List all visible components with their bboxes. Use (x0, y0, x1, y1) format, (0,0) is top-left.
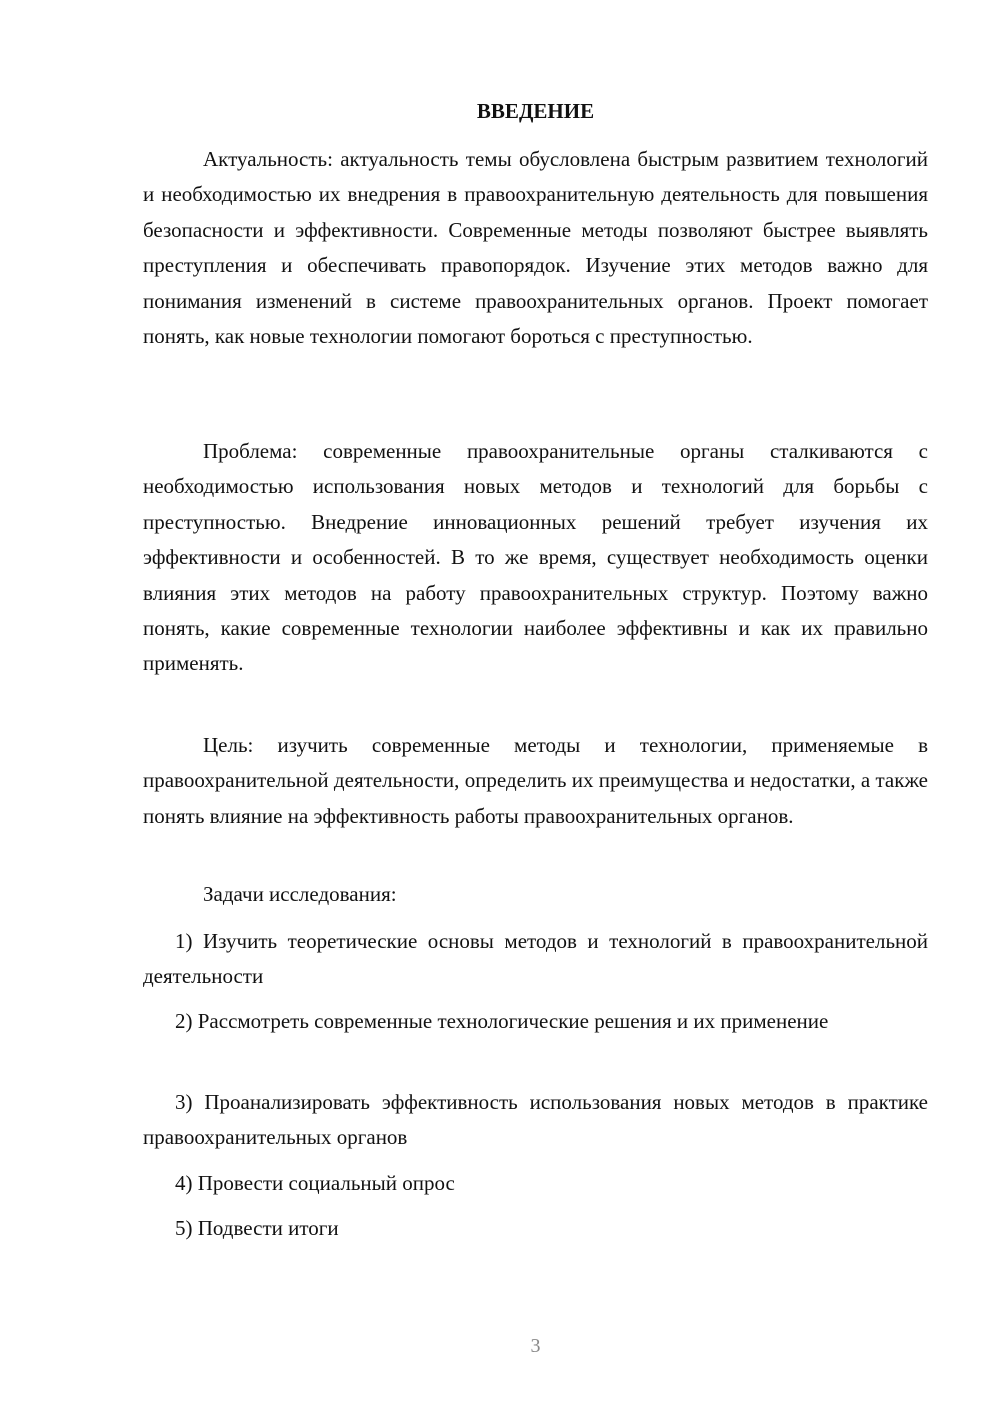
task-item: 1) Изучить теоретические основы методов и технологий в правоохранительной деятельности (143, 929, 928, 989)
document-title: ВВЕДЕНИЕ (476, 99, 595, 123)
paragraph-goal: Цель: изучить современные методы и технологии, применяемые в правоохранительной деятельности, определить их преимущества и недостатки, а также понять влияние на эффективность работы правоохранительных органов. (143, 733, 928, 828)
document-page (143, 0, 928, 1414)
page-number: 3 (530, 1335, 541, 1357)
task-item: 2) Рассмотреть современные технологические решения и их применение (175, 1009, 829, 1033)
paragraph-relevance: Актуальность: актуальность темы обусловлена быстрым развитием технологий и необходимостью их внедрения в правоохранительную деятельность для повышения безопасности и эффективности. Современные методы позволяют быстрее выявлять преступления и обеспечивать правопорядок. Изучение этих методов важно для понимания изменений в системе правоохранительных органов. Проект помогает понять, как новые технологии помогают бороться с преступностью. (143, 147, 928, 349)
tasks-heading: Задачи исследования: (203, 882, 397, 906)
task-item: 4) Провести социальный опрос (175, 1171, 455, 1195)
paragraph-problem: Проблема: современные правоохранительные органы сталкиваются с необходимостью использования новых методов и технологий для борьбы с преступностью. Внедрение инновационных решений требует изучения их эффективности и особенностей. В то же время, существует необходимость оценки влияния этих методов на работу правоохранительных структур. Поэтому важно понять, какие современные технологии наиболее эффективны и как их правильно применять. (143, 439, 928, 676)
task-item: 3) Проанализировать эффективность использования новых методов в практике правоохранительных органов (143, 1090, 928, 1150)
task-item: 5) Подвести итоги (175, 1216, 339, 1240)
